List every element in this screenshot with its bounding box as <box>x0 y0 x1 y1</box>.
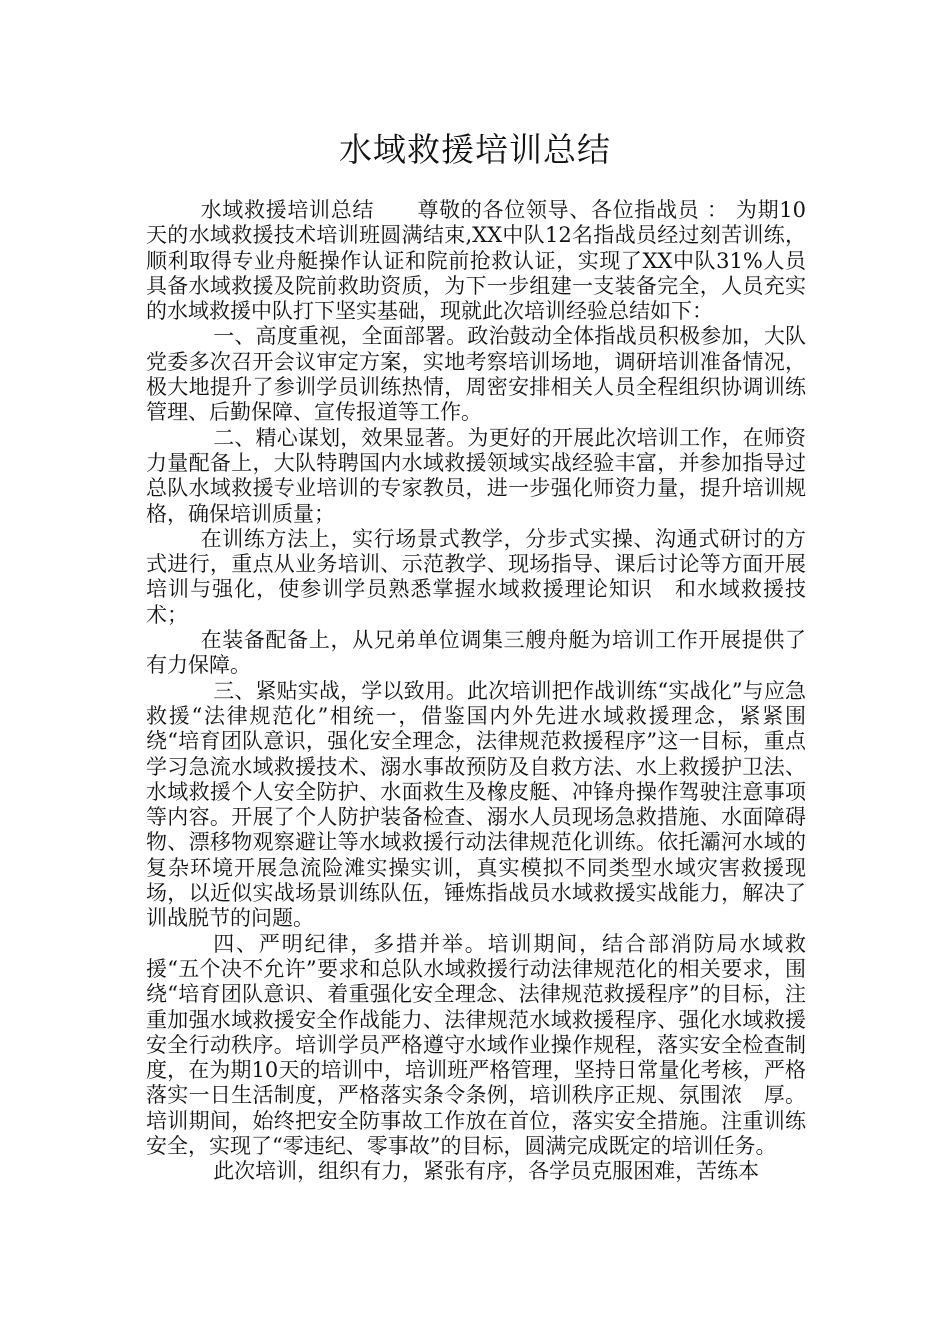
paragraph-section-2: 二、精心谋划，效果显著。为更好的开展此次培训工作，在师资力量配备上，大队特聘国内水域救援领域实战经验丰富，并参加指导过总队水域救援专业培训的专家教员，进一步强化师资力量，提升培训规格，确保培训质量； <box>146 425 806 526</box>
paragraph-section-1: 一、高度重视，全面部署。政治鼓动全体指战员积极参加，大队党委多次召开会议审定方案，实地考察培训场地，调研培训准备情况，极大地提升了参训学员训练热情，周密安排相关人员全程组织协调训练管理、后勤保障、宣传报道等工作。 <box>146 324 806 425</box>
paragraph-section-3: 三、紧贴实战，学以致用。此次培训把作战训练“实战化”与应急救援“法律规范化”相统一，借鉴国内外先进水域救援理念，紧紧围绕“培育团队意识，强化安全理念，法律规范救援程序”这一目标，重点学习急流水域救援技术、溺水事故预防及自救方法、水上救援护卫法、水域救援个人安全防护、水面救生及橡皮艇、冲锋舟操作驾驶注意事项等内容。开展了个人防护装备检查、溺水人员现场急救措施、水面障碍物、漂移物观察避让等水域救援行动法律规范化训练。依托灞河水域的复杂环境开展急流险滩实操实训，真实模拟不同类型水域灾害救援现场，以近似实战场景训练队伍，锤炼指战员水域救援实战能力，解决了训战脱节的问题。 <box>146 678 806 931</box>
paragraph-conclusion: 此次培训，组织有力，紧张有序，各学员克服困难，苦练本 <box>213 1159 760 1184</box>
paragraph-section-4: 四、严明纪律，多措并举。培训期间，结合部消防局水域救援“五个决不允许”要求和总队水域救援行动法律规范化的相关要求，围绕“培育团队意识、着重强化安全理念、法律规范救援程序”的目标，注重加强水域救援安全作战能力、法律规范水域救援程序、强化水域救援安全行动秩序。培训学员严格遵守水域作业操作规程，落实安全检查制度，在为期10天的培训中，培训班严格管理，坚持日常量化考核，严格落实一日生活制度，严格落实条令条例，培训秩序正规、氛围浓 厚。培训期间，始终把安全防事故工作放在首位，落实安全措施。注重训练安全，实现了“零违纪、零事故”的目标，圆满完成既定的培训任务。 <box>146 931 806 1158</box>
paragraph-intro: 水域救援培训总结 尊敬的各位领导、各位指战员 ： 为期10天的水域救援技术培训班圆满结束,XX中队12名指战员经过刻苦训练，顺利取得专业舟艇操作认证和院前抢救认证，实现了XX中队31%人员具备水域救援及院前救助资质，为下一步组建一支装备完全，人员充实的水域救援中队打下坚实基础，现就此次培训经验总结如下： <box>146 198 806 324</box>
document-title: 水域救援培训总结 <box>339 130 611 169</box>
paragraph-training-method: 在训练方法上，实行场景式教学，分步式实操、沟通式研讨的方式进行，重点从业务培训、示范教学、现场指导、课后讨论等方面开展培训与强化，使参训学员熟悉掌握水域救援理论知识 和水域救援技术； <box>146 526 806 627</box>
paragraph-equipment: 在装备配备上，从兄弟单位调集三艘舟艇为培训工作开展提供了有力保障。 <box>146 628 806 678</box>
document-body <box>146 198 806 1185</box>
